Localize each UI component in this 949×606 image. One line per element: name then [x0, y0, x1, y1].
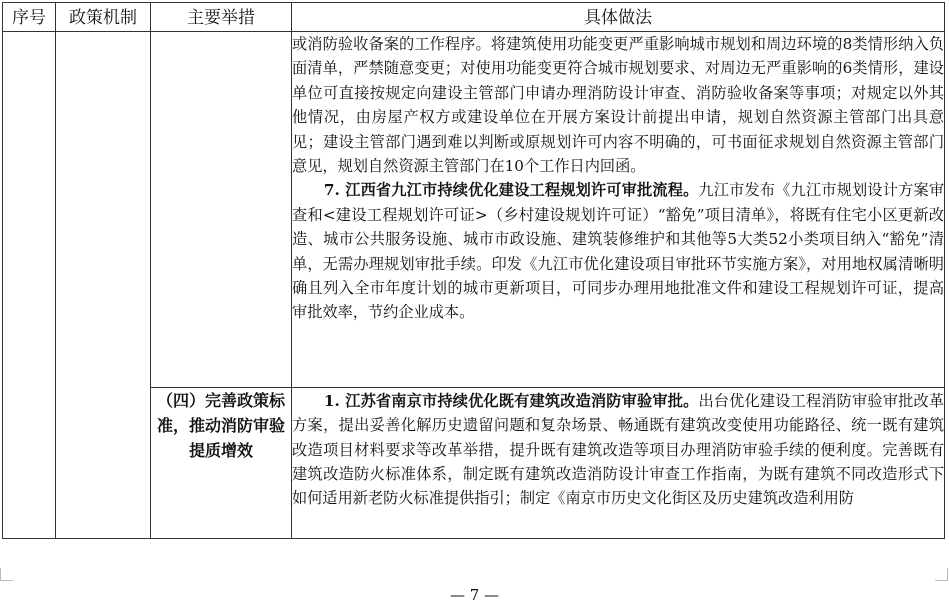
case-body: 九江市发布《九江市规划设计方案审查和<建设工程规划许可证>（乡村建设规划许可证）“豁免”项目清单》，将既有住宅小区更新改造、城市公共服务设施、城市市政设施、建筑装修维护和其他等5大类52小类项目纳入“豁免”清单，无需办理规划审批手续。印发《九江市优化建设项目审批环节实施方案》，对用地权属清晰明确且列入全市年度计划的城市更新项目，可同步办理用地批准文件和建设工程规划许可证，提高审批效率，节约企业成本。 [292, 181, 945, 322]
case-heading: 1. 江苏省南京市持续优化既有建筑改造消防审验审批。 [323, 391, 699, 410]
case-heading: 7. 江西省九江市持续优化建设工程规划许可审批流程。 [323, 181, 699, 200]
practice-cell [292, 387, 945, 538]
practice-cell [292, 32, 945, 388]
practice-paragraph: 或消防验收备案的工作程序。将建筑使用功能变更严重影响城市规划和周边环境的8类情形纳入负面清单，严禁随意变更；对使用功能变更符合城市规划要求、对周边无严重影响的6类情形，建设单位可直接按规定向建设主管部门申请办理消防设计审查、消防验收备案等事项；对规定以外其他情况，由房屋产权方或建设单位在开展方案设计前提出申请，规划自然资源主管部门出具意见；建设主管部门遇到难以判断或原规划许可内容不明确的，可书面征求规划自然资源主管部门意见，规划自然资源主管部门在10个工作日内回函。 [292, 35, 944, 176]
header-specific-practices: 具体做法 [292, 3, 945, 32]
case-body: 出台优化建设工程消防审验审批改革方案，提出妥善化解历史遗留问题和复杂场景、畅通既有建筑改变使用功能路径、统一既有建筑改造项目材料要求等改革举措，提升既有建筑改造等项目办理消防审验手续的便利度。完善既有建筑改造防火标准体系，制定既有建筑改造消防设计审查工作指南，为既有建筑不同改造形式下如何适用新老防火标准提供指引；制定《南京市历史文化街区及历史建筑改造利用防 [292, 391, 945, 508]
table-header-row [3, 3, 945, 32]
page-number: — 7 — [449, 586, 500, 604]
index-cell [3, 32, 56, 539]
policy-mechanism-cell [56, 32, 151, 539]
practice-paragraph [292, 178, 944, 324]
header-index: 序号 [3, 3, 56, 32]
measure-cell: （四）完善政策标准，推动消防审验提质增效 [151, 387, 292, 538]
crop-mark-bottom-right [935, 568, 948, 581]
crop-mark-bottom-left [0, 568, 13, 581]
table-row [3, 32, 945, 388]
policy-table [2, 2, 945, 539]
practice-paragraph [292, 389, 944, 511]
header-policy-mechanism: 政策机制 [56, 3, 151, 32]
header-main-measures: 主要举措 [151, 3, 292, 32]
measure-cell-empty [151, 32, 292, 388]
